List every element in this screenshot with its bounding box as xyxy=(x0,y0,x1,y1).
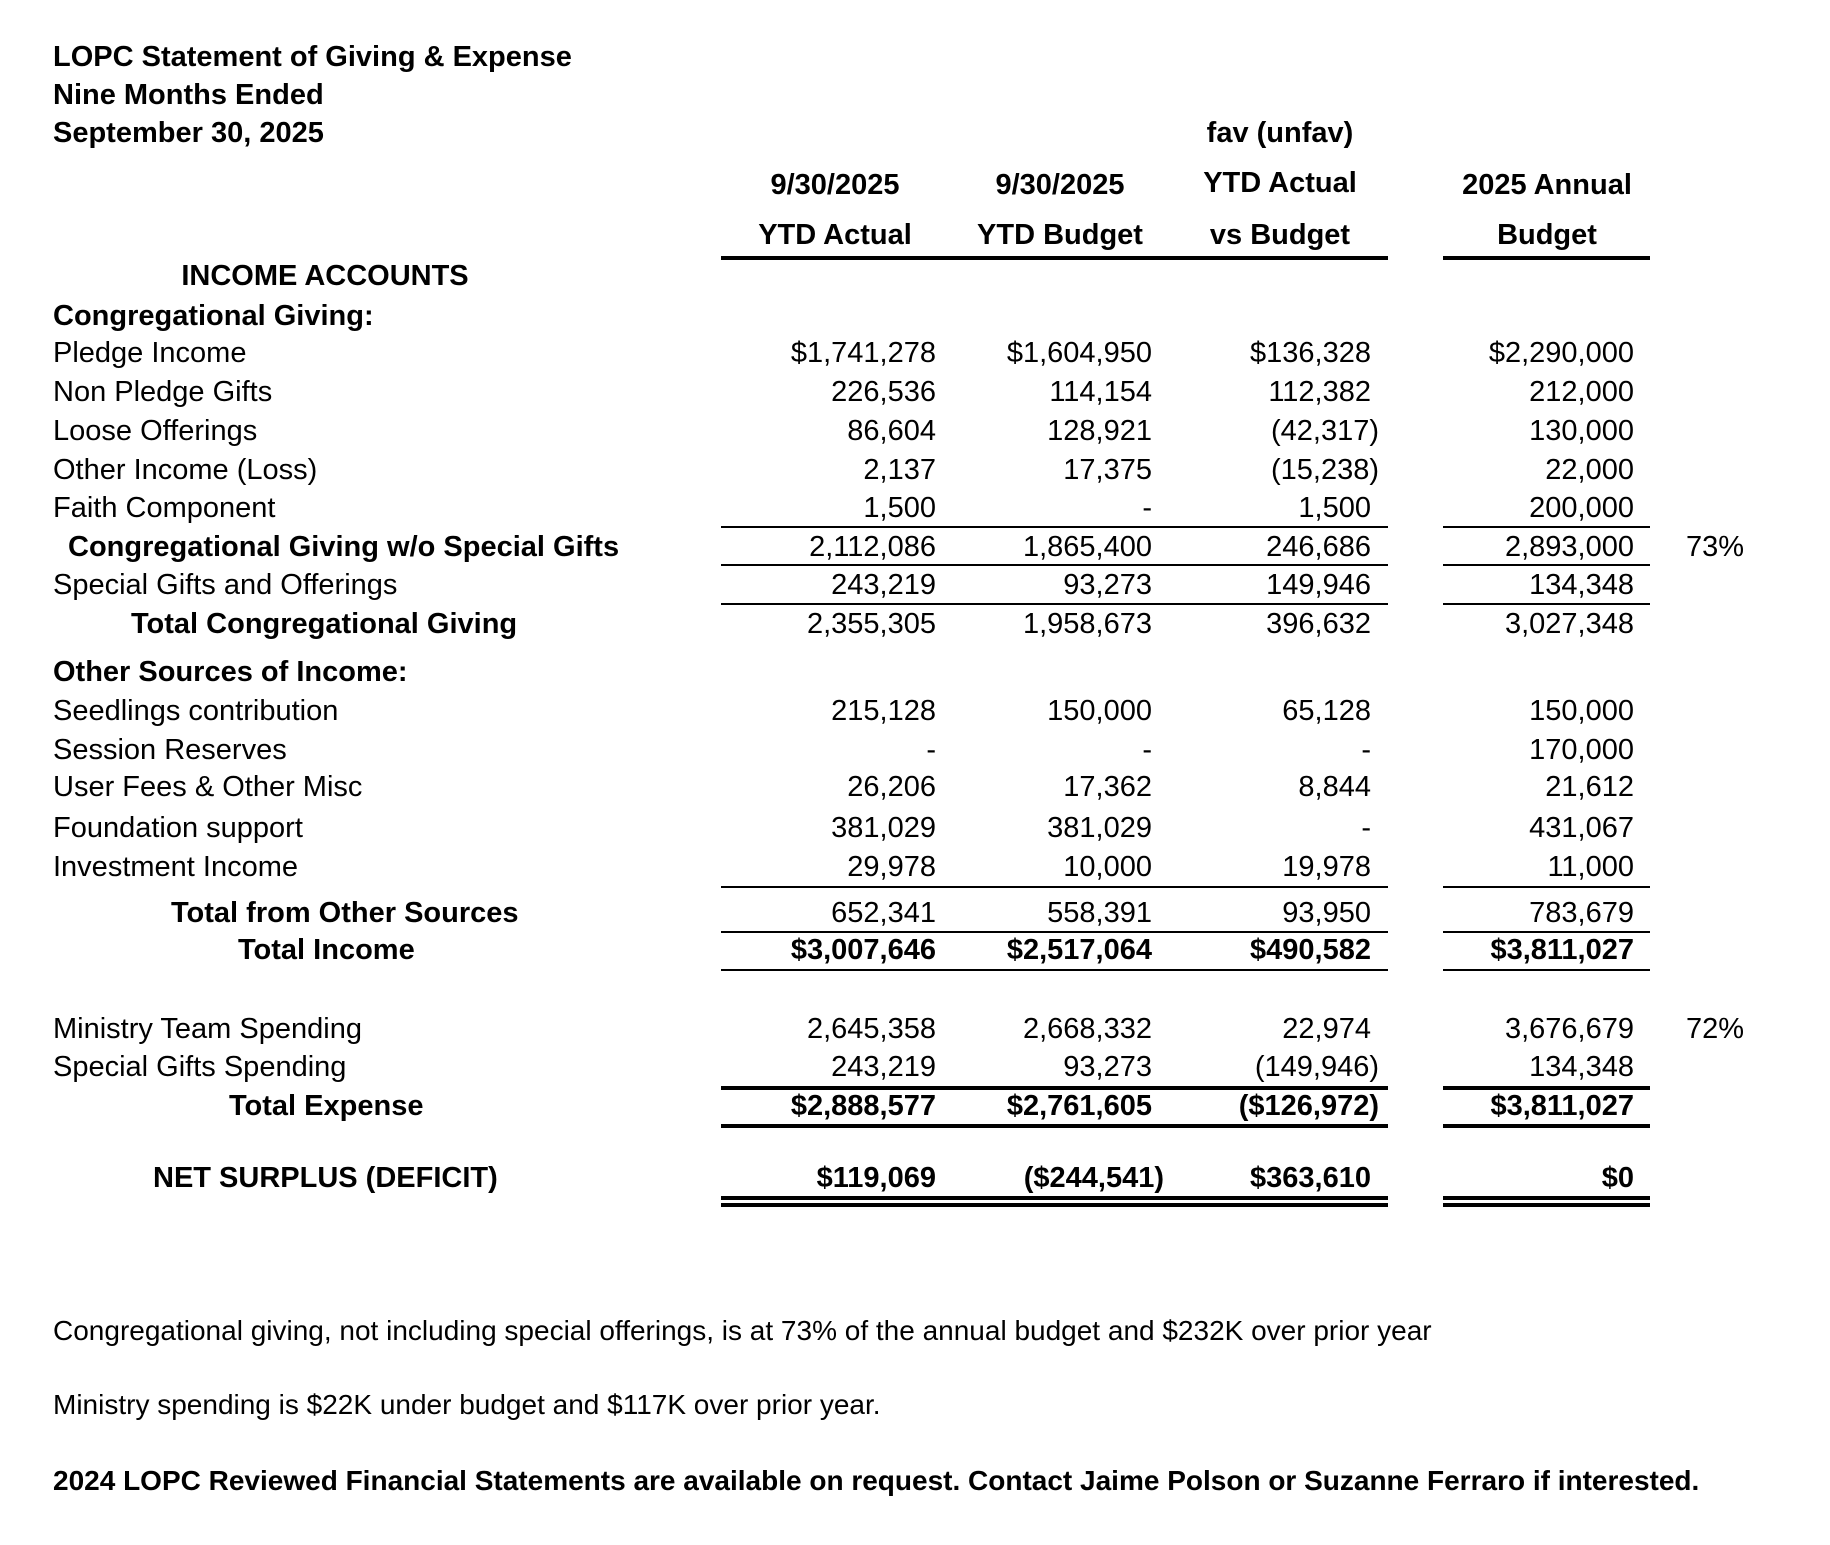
income-section-title: INCOME ACCOUNTS xyxy=(181,260,469,292)
row-label: Total from Other Sources xyxy=(171,897,519,929)
row-variance: - xyxy=(1361,734,1371,766)
row-label: Total Expense xyxy=(229,1090,424,1122)
row-variance: 93,950 xyxy=(1282,897,1371,929)
row-annual: $3,811,027 xyxy=(1490,1090,1634,1122)
report-title: LOPC Statement of Giving & Expense xyxy=(53,41,572,73)
row-variance: (149,946) xyxy=(1254,1051,1379,1083)
row-actual: 86,604 xyxy=(847,415,936,447)
row-budget: 1,958,673 xyxy=(1022,608,1152,640)
note-congregational-giving: Congregational giving, not including special offerings, is at 73% of the annual budget and $232K over prior year xyxy=(53,1315,1432,1346)
row-variance: 396,632 xyxy=(1266,608,1371,640)
row-budget: 114,154 xyxy=(1049,376,1152,408)
row-budget: $1,604,950 xyxy=(1006,337,1152,369)
rule xyxy=(1443,526,1650,528)
row-budget: 1,865,400 xyxy=(1022,531,1152,563)
row-annual: 150,000 xyxy=(1529,695,1634,727)
row-actual: 2,355,305 xyxy=(806,608,936,640)
row-annual: $3,811,027 xyxy=(1490,934,1634,966)
row-variance: $363,610 xyxy=(1250,1162,1371,1194)
row-budget: 558,391 xyxy=(1047,897,1152,929)
row-budget: $2,517,064 xyxy=(1006,934,1152,966)
row-variance: 8,844 xyxy=(1298,771,1371,803)
row-annual: 200,000 xyxy=(1529,492,1634,524)
row-percent: 73% xyxy=(1686,531,1745,563)
row-actual: $119,069 xyxy=(816,1162,936,1194)
rule xyxy=(1443,886,1650,888)
rule xyxy=(1443,603,1650,605)
row-label: Session Reserves xyxy=(53,734,287,766)
col-actual-header-line2: 9/30/2025 xyxy=(770,169,900,201)
col-actual-header-line3: YTD Actual xyxy=(758,219,912,251)
row-actual: - xyxy=(926,734,936,766)
row-label: Foundation support xyxy=(53,812,303,844)
row-actual: 226,536 xyxy=(831,376,936,408)
row-label: Faith Component xyxy=(53,492,276,524)
rule xyxy=(1443,564,1650,566)
row-label: Special Gifts and Offerings xyxy=(53,569,398,601)
row-annual: 11,000 xyxy=(1547,851,1634,883)
row-variance: (42,317) xyxy=(1270,415,1379,447)
row-budget: ($244,541) xyxy=(1023,1162,1164,1194)
row-actual: 29,978 xyxy=(847,851,936,883)
row-variance: 1,500 xyxy=(1298,492,1371,524)
row-actual: 26,206 xyxy=(847,771,936,803)
row-label: Pledge Income xyxy=(53,337,247,369)
row-actual: 243,219 xyxy=(831,569,936,601)
col-budget-header-line2: 9/30/2025 xyxy=(995,169,1125,201)
congregational-heading: Congregational Giving: xyxy=(53,300,374,332)
col-variance-header-line1: fav (unfav) xyxy=(1206,117,1354,149)
row-variance: 112,382 xyxy=(1268,376,1371,408)
row-variance: 22,974 xyxy=(1282,1013,1371,1045)
row-actual: 2,645,358 xyxy=(806,1013,936,1045)
row-variance: 65,128 xyxy=(1282,695,1371,727)
row-budget: 10,000 xyxy=(1063,851,1152,883)
row-actual: $2,888,577 xyxy=(790,1090,936,1122)
row-label: Total Income xyxy=(238,934,415,966)
row-variance: - xyxy=(1361,812,1371,844)
row-annual: $2,290,000 xyxy=(1488,337,1634,369)
double-rule-top xyxy=(721,1196,1388,1200)
row-actual: 2,137 xyxy=(863,454,936,486)
report-period: Nine Months Ended xyxy=(53,79,324,111)
rule xyxy=(721,969,1388,971)
row-budget: 2,668,332 xyxy=(1022,1013,1152,1045)
row-budget: $2,761,605 xyxy=(1006,1090,1152,1122)
row-annual: 431,067 xyxy=(1529,812,1634,844)
report-date: September 30, 2025 xyxy=(53,117,324,149)
row-variance: $136,328 xyxy=(1250,337,1371,369)
rule xyxy=(721,603,1388,605)
row-budget: - xyxy=(1142,734,1152,766)
rule xyxy=(721,526,1388,528)
row-annual: 134,348 xyxy=(1529,569,1634,601)
row-actual: 243,219 xyxy=(831,1051,936,1083)
row-actual: 215,128 xyxy=(831,695,936,727)
row-annual: 3,676,679 xyxy=(1504,1013,1634,1045)
note-financial-statements: 2024 LOPC Reviewed Financial Statements are available on request. Contact Jaime Polson or Suzanne Ferraro if interested. xyxy=(53,1465,1700,1496)
row-annual: 134,348 xyxy=(1529,1051,1634,1083)
row-label: User Fees & Other Misc xyxy=(53,771,363,803)
row-budget: 17,362 xyxy=(1063,771,1152,803)
row-label: Total Congregational Giving xyxy=(131,608,518,640)
row-budget: 128,921 xyxy=(1047,415,1152,447)
rule xyxy=(721,564,1388,566)
row-label: Seedlings contribution xyxy=(53,695,339,727)
row-actual: 1,500 xyxy=(863,492,936,524)
row-actual: 381,029 xyxy=(831,812,936,844)
row-variance: 149,946 xyxy=(1266,569,1371,601)
row-budget: 150,000 xyxy=(1047,695,1152,727)
col-budget-header-line3: YTD Budget xyxy=(977,219,1143,251)
row-budget: 93,273 xyxy=(1063,569,1152,601)
row-label: Other Income (Loss) xyxy=(53,454,318,486)
row-budget: 17,375 xyxy=(1063,454,1152,486)
row-budget: 93,273 xyxy=(1063,1051,1152,1083)
double-rule-bottom xyxy=(721,1203,1388,1207)
other-sources-heading: Other Sources of Income: xyxy=(53,656,408,688)
rule xyxy=(1443,969,1650,971)
row-label: Ministry Team Spending xyxy=(53,1013,362,1045)
row-label: Investment Income xyxy=(53,851,298,883)
row-annual: 21,612 xyxy=(1545,771,1634,803)
row-label: Special Gifts Spending xyxy=(53,1051,347,1083)
row-annual: 130,000 xyxy=(1529,415,1634,447)
row-label: Loose Offerings xyxy=(53,415,258,447)
header-underline-annual xyxy=(1443,256,1650,260)
rule xyxy=(721,1124,1388,1128)
col-variance-header-line2: YTD Actual xyxy=(1203,167,1357,199)
row-variance: 19,978 xyxy=(1282,851,1371,883)
row-actual: 2,112,086 xyxy=(809,531,936,563)
header-underline-main xyxy=(721,256,1388,260)
row-percent: 72% xyxy=(1686,1013,1745,1045)
row-annual: $0 xyxy=(1601,1162,1634,1194)
row-annual: 170,000 xyxy=(1529,734,1634,766)
col-variance-header-line3: vs Budget xyxy=(1209,219,1351,251)
col-annual-header-line3: Budget xyxy=(1497,219,1597,251)
row-annual: 2,893,000 xyxy=(1504,531,1634,563)
row-label: Congregational Giving w/o Special Gifts xyxy=(68,531,620,563)
row-variance: $490,582 xyxy=(1250,934,1371,966)
row-variance: (15,238) xyxy=(1270,454,1379,486)
row-label: Non Pledge Gifts xyxy=(53,376,273,408)
double-rule-top xyxy=(1443,1196,1650,1200)
rule xyxy=(721,886,1388,888)
row-annual: 22,000 xyxy=(1545,454,1634,486)
row-variance: ($126,972) xyxy=(1238,1090,1379,1122)
row-annual: 3,027,348 xyxy=(1504,608,1634,640)
row-annual: 212,000 xyxy=(1529,376,1634,408)
row-budget: 381,029 xyxy=(1047,812,1152,844)
row-budget: - xyxy=(1142,492,1152,524)
row-annual: 783,679 xyxy=(1529,897,1634,929)
row-actual: $3,007,646 xyxy=(790,934,936,966)
row-actual: 652,341 xyxy=(831,897,936,929)
row-actual: $1,741,278 xyxy=(790,337,936,369)
note-ministry-spending: Ministry spending is $22K under budget and $117K over prior year. xyxy=(53,1389,881,1420)
rule xyxy=(1443,1124,1650,1128)
row-variance: 246,686 xyxy=(1266,531,1371,563)
double-rule-bottom xyxy=(1443,1203,1650,1207)
row-label: NET SURPLUS (DEFICIT) xyxy=(153,1162,498,1194)
col-annual-header-line2: 2025 Annual xyxy=(1462,169,1632,201)
